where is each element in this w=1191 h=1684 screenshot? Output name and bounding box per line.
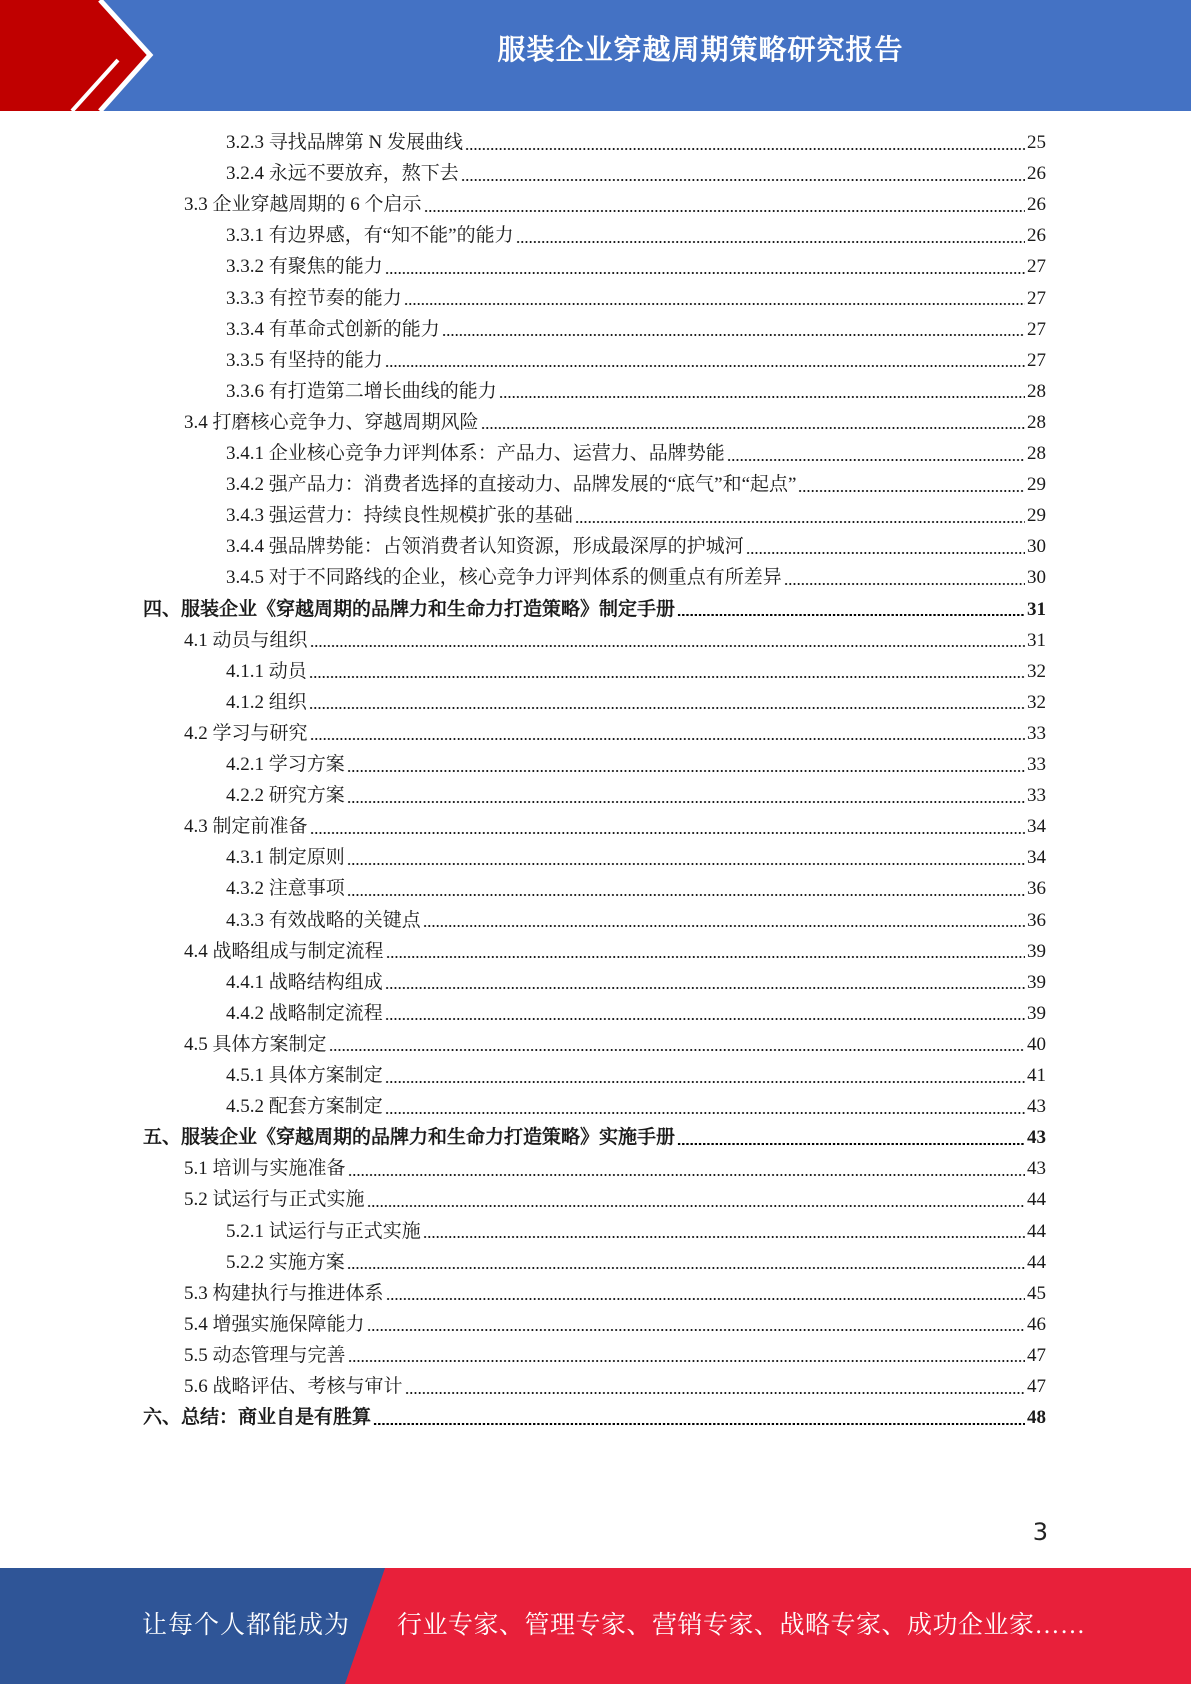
- toc-entry-page: 41: [1027, 1065, 1046, 1086]
- toc-entry[interactable]: [226, 967, 1046, 998]
- toc-entry-page: 36: [1027, 909, 1046, 931]
- toc-entry-title: 4.3.1 制定原则: [226, 847, 345, 869]
- toc-entry-title: 5.1 培训与实施准备: [184, 1158, 346, 1180]
- toc-entry-page: 43: [1027, 1158, 1046, 1180]
- toc-entry-page: 33: [1027, 754, 1046, 775]
- toc-entry[interactable]: [184, 1309, 1046, 1340]
- toc-entry-page: 34: [1027, 816, 1046, 838]
- toc-entry[interactable]: [184, 936, 1046, 967]
- toc-entry-page: 26: [1027, 225, 1046, 247]
- toc-dot-leader: [677, 614, 1025, 616]
- toc-entry-page: 43: [1027, 1127, 1046, 1149]
- toc-entry-title: 3.4.5 对于不同路线的企业，核心竞争力评判体系的侧重点有所差异: [226, 567, 782, 589]
- toc-entry-title: 3.3.1 有边界感，有“知不能”的能力: [226, 225, 514, 247]
- toc-entry-page: 47: [1027, 1344, 1046, 1366]
- toc-entry[interactable]: [226, 1216, 1046, 1247]
- toc-entry-title: 四、服装企业《穿越周期的品牌力和生命力打造策略》制定手册: [143, 598, 676, 620]
- page-header: [0, 0, 1191, 111]
- toc-dot-leader: [348, 1174, 1025, 1176]
- toc-dot-leader: [329, 1049, 1025, 1051]
- header-title: 服装企业穿越周期策略研究报告: [497, 33, 904, 66]
- toc-dot-leader: [516, 241, 1025, 243]
- toc-dot-leader: [575, 521, 1025, 523]
- toc-entry[interactable]: [184, 1029, 1046, 1060]
- toc-entry-page: 44: [1027, 1220, 1046, 1242]
- toc-entry[interactable]: [226, 842, 1046, 873]
- toc-dot-leader: [367, 1205, 1025, 1207]
- toc-dot-leader: [424, 210, 1025, 212]
- toc-entry-page: 27: [1027, 318, 1046, 340]
- toc-dot-leader: [373, 1423, 1025, 1425]
- toc-dot-leader: [386, 956, 1025, 958]
- toc-entry[interactable]: [184, 1278, 1046, 1309]
- toc-dot-leader: [461, 179, 1025, 181]
- toc-entry-title: 3.3.4 有革命式创新的能力: [226, 318, 440, 340]
- toc-entry[interactable]: [226, 780, 1046, 811]
- toc-entry-title: 4.5.2 配套方案制定: [226, 1096, 383, 1118]
- toc-entry[interactable]: [226, 749, 1046, 780]
- toc-entry-page: 32: [1027, 660, 1046, 682]
- toc-dot-leader: [385, 365, 1025, 367]
- toc-dot-leader: [499, 396, 1025, 398]
- toc-entry[interactable]: [226, 873, 1046, 904]
- toc-entry-page: 27: [1027, 349, 1046, 371]
- toc-dot-leader: [404, 303, 1025, 305]
- toc-dot-leader: [347, 770, 1025, 772]
- toc-entry-page: 48: [1027, 1407, 1046, 1429]
- toc-entry-title: 5.2.2 实施方案: [226, 1251, 345, 1273]
- toc-entry-title: 3.3.6 有打造第二增长曲线的能力: [226, 380, 497, 402]
- toc-dot-leader: [727, 459, 1025, 461]
- toc-entry[interactable]: [226, 500, 1046, 531]
- toc-entry-page: 33: [1027, 722, 1046, 744]
- toc-entry-title: 3.4 打磨核心竞争力、穿越周期风险: [184, 411, 479, 433]
- toc-entry[interactable]: [226, 562, 1046, 593]
- toc-entry-title: 5.2.1 试运行与正式实施: [226, 1220, 421, 1242]
- toc-dot-leader: [347, 863, 1025, 865]
- toc-entry-page: 34: [1027, 847, 1046, 869]
- toc-entry-title: 4.2 学习与研究: [184, 722, 308, 744]
- toc-dot-leader: [367, 1329, 1025, 1331]
- toc-entry[interactable]: [226, 158, 1046, 189]
- toc-entry[interactable]: [226, 376, 1046, 407]
- toc-dot-leader: [348, 1360, 1025, 1362]
- toc-entry[interactable]: [226, 220, 1046, 251]
- toc-entry-title: 4.1 动员与组织: [184, 629, 308, 651]
- toc-entry[interactable]: [184, 1340, 1046, 1371]
- toc-entry[interactable]: [226, 656, 1046, 687]
- toc-entry-page: 27: [1027, 287, 1046, 309]
- page-footer: [0, 1568, 1191, 1684]
- toc-entry-page: 39: [1027, 971, 1046, 993]
- toc-entry[interactable]: [184, 189, 1046, 220]
- toc-dot-leader: [784, 583, 1025, 585]
- toc-entry-title: 4.4.2 战略制定流程: [226, 1002, 383, 1024]
- toc-entry-title: 5.3 构建执行与推进体系: [184, 1282, 384, 1304]
- toc-entry-page: 30: [1027, 536, 1046, 558]
- toc-entry-title: 六、总结：商业自是有胜算: [143, 1407, 372, 1429]
- toc-entry-page: 32: [1027, 691, 1046, 713]
- toc-entry-page: 28: [1027, 411, 1046, 433]
- toc-dot-leader: [310, 832, 1025, 834]
- toc-entry[interactable]: [143, 1122, 1046, 1153]
- toc-dot-leader: [347, 894, 1025, 896]
- toc-dot-leader: [385, 272, 1025, 274]
- toc-entry-title: 4.2.1 学习方案: [226, 754, 345, 775]
- toc-entry[interactable]: [226, 127, 1046, 158]
- toc-entry-title: 4.4.1 战略结构组成: [226, 971, 383, 993]
- toc-entry-page: 44: [1027, 1189, 1046, 1211]
- toc-dot-leader: [405, 1392, 1025, 1394]
- toc-dot-leader: [442, 334, 1025, 336]
- toc-entry-title: 3.2.4 永远不要放弃，熬下去: [226, 163, 459, 185]
- toc-entry-title: 4.5 具体方案制定: [184, 1033, 327, 1055]
- toc-entry-title: 3.4.4 强品牌势能：占领消费者认知资源，形成最深厚的护城河: [226, 536, 744, 558]
- toc-entry-title: 3.3.2 有聚焦的能力: [226, 256, 383, 278]
- toc-entry[interactable]: [226, 531, 1046, 562]
- toc-entry-title: 4.3.3 有效战略的关键点: [226, 909, 421, 931]
- toc-dot-leader: [481, 427, 1025, 429]
- toc-dot-leader: [746, 552, 1025, 554]
- toc-entry-page: 27: [1027, 256, 1046, 278]
- toc-dot-leader: [310, 645, 1025, 647]
- toc-entry-title: 3.4.3 强运营力：持续良性规模扩张的基础: [226, 505, 573, 527]
- toc-entry-title: 3.4.2 强产品力：消费者选择的直接动力、品牌发展的“底气”和“起点”: [226, 474, 797, 496]
- toc-dot-leader: [798, 490, 1025, 492]
- toc-dot-leader: [423, 925, 1025, 927]
- toc-entry-title: 4.3.2 注意事项: [226, 878, 345, 900]
- toc-entry-title: 3.4.1 企业核心竞争力评判体系：产品力、运营力、品牌势能: [226, 443, 725, 464]
- toc-entry-page: 47: [1027, 1376, 1046, 1397]
- toc-entry[interactable]: [226, 283, 1046, 314]
- toc-entry-page: 28: [1027, 380, 1046, 402]
- toc-entry[interactable]: [226, 1091, 1046, 1122]
- toc-entry-page: 39: [1027, 1002, 1046, 1024]
- toc-entry[interactable]: [226, 251, 1046, 282]
- toc-entry[interactable]: [226, 1247, 1046, 1278]
- toc-entry-page: 46: [1027, 1313, 1046, 1335]
- toc-entry[interactable]: [143, 594, 1046, 625]
- footer-slogan-left: 让每个人都能成为: [142, 1612, 351, 1639]
- toc-dot-leader: [385, 1018, 1025, 1020]
- toc-entry[interactable]: [184, 718, 1046, 749]
- toc-entry[interactable]: [226, 438, 1046, 469]
- toc-dot-leader: [309, 676, 1025, 678]
- toc-entry[interactable]: [226, 345, 1046, 376]
- toc-dot-leader: [386, 1298, 1025, 1300]
- toc-entry-page: 43: [1027, 1096, 1046, 1118]
- toc-entry[interactable]: [226, 1060, 1046, 1091]
- toc-entry-title: 3.2.3 寻找品牌第 N 发展曲线: [226, 132, 463, 153]
- toc-entry-title: 4.5.1 具体方案制定: [226, 1065, 383, 1086]
- toc-entry[interactable]: [184, 1371, 1046, 1402]
- toc-entry[interactable]: [226, 469, 1046, 500]
- toc-entry[interactable]: [184, 811, 1046, 842]
- page-number: 3: [1032, 1518, 1048, 1546]
- toc-dot-leader: [385, 987, 1025, 989]
- toc-entry-title: 3.3.5 有坚持的能力: [226, 349, 383, 371]
- toc-entry-title: 3.3 企业穿越周期的 6 个启示: [184, 194, 422, 216]
- footer-slogan-right: 行业专家、管理专家、营销专家、战略专家、成功企业家……: [397, 1612, 1086, 1639]
- toc-dot-leader: [423, 1236, 1025, 1238]
- toc-entry-page: 29: [1027, 505, 1046, 527]
- toc-entry-title: 5.5 动态管理与完善: [184, 1344, 346, 1366]
- toc-dot-leader: [465, 148, 1025, 150]
- toc-entry-title: 3.3.3 有控节奏的能力: [226, 287, 402, 309]
- toc-entry-page: 33: [1027, 785, 1046, 807]
- toc-entry-page: 29: [1027, 474, 1046, 496]
- toc-entry[interactable]: [226, 905, 1046, 936]
- toc-entry-title: 4.2.2 研究方案: [226, 785, 345, 807]
- toc-entry-page: 36: [1027, 878, 1046, 900]
- toc-dot-leader: [677, 1143, 1025, 1145]
- toc-dot-leader: [347, 1267, 1025, 1269]
- toc-entry-title: 5.6 战略评估、考核与审计: [184, 1376, 403, 1397]
- toc-entry[interactable]: [184, 1184, 1046, 1215]
- toc-entry[interactable]: [226, 998, 1046, 1029]
- toc-entry-page: 25: [1027, 132, 1046, 153]
- toc-dot-leader: [347, 801, 1025, 803]
- toc-entry-page: 44: [1027, 1251, 1046, 1273]
- toc-entry-page: 28: [1027, 443, 1046, 464]
- toc-entry[interactable]: [184, 625, 1046, 656]
- toc-entry-title: 5.2 试运行与正式实施: [184, 1189, 365, 1211]
- toc-entry-page: 26: [1027, 163, 1046, 185]
- toc-entry-page: 45: [1027, 1282, 1046, 1304]
- toc-entry-title: 4.3 制定前准备: [184, 816, 308, 838]
- toc-entry-page: 31: [1027, 598, 1046, 620]
- toc-entry[interactable]: [184, 407, 1046, 438]
- toc-entry-title: 4.1.1 动员: [226, 660, 307, 682]
- toc-entry-title: 五、服装企业《穿越周期的品牌力和生命力打造策略》实施手册: [143, 1127, 676, 1149]
- toc-entry-page: 39: [1027, 940, 1046, 962]
- toc-entry-title: 4.4 战略组成与制定流程: [184, 940, 384, 962]
- toc-dot-leader: [385, 1081, 1025, 1083]
- toc-dot-leader: [309, 707, 1025, 709]
- toc-entry-page: 40: [1027, 1033, 1046, 1055]
- toc-entry-title: 5.4 增强实施保障能力: [184, 1313, 365, 1335]
- toc-entry-page: 31: [1027, 629, 1046, 651]
- toc-dot-leader: [310, 738, 1025, 740]
- toc-entry[interactable]: [184, 1153, 1046, 1184]
- toc-entry[interactable]: [226, 314, 1046, 345]
- toc-entry-page: 30: [1027, 567, 1046, 589]
- toc-dot-leader: [385, 1112, 1025, 1114]
- toc-entry[interactable]: [143, 1402, 1046, 1433]
- toc-entry-page: 26: [1027, 194, 1046, 216]
- toc-entry-title: 4.1.2 组织: [226, 691, 307, 713]
- toc-entry[interactable]: [226, 687, 1046, 718]
